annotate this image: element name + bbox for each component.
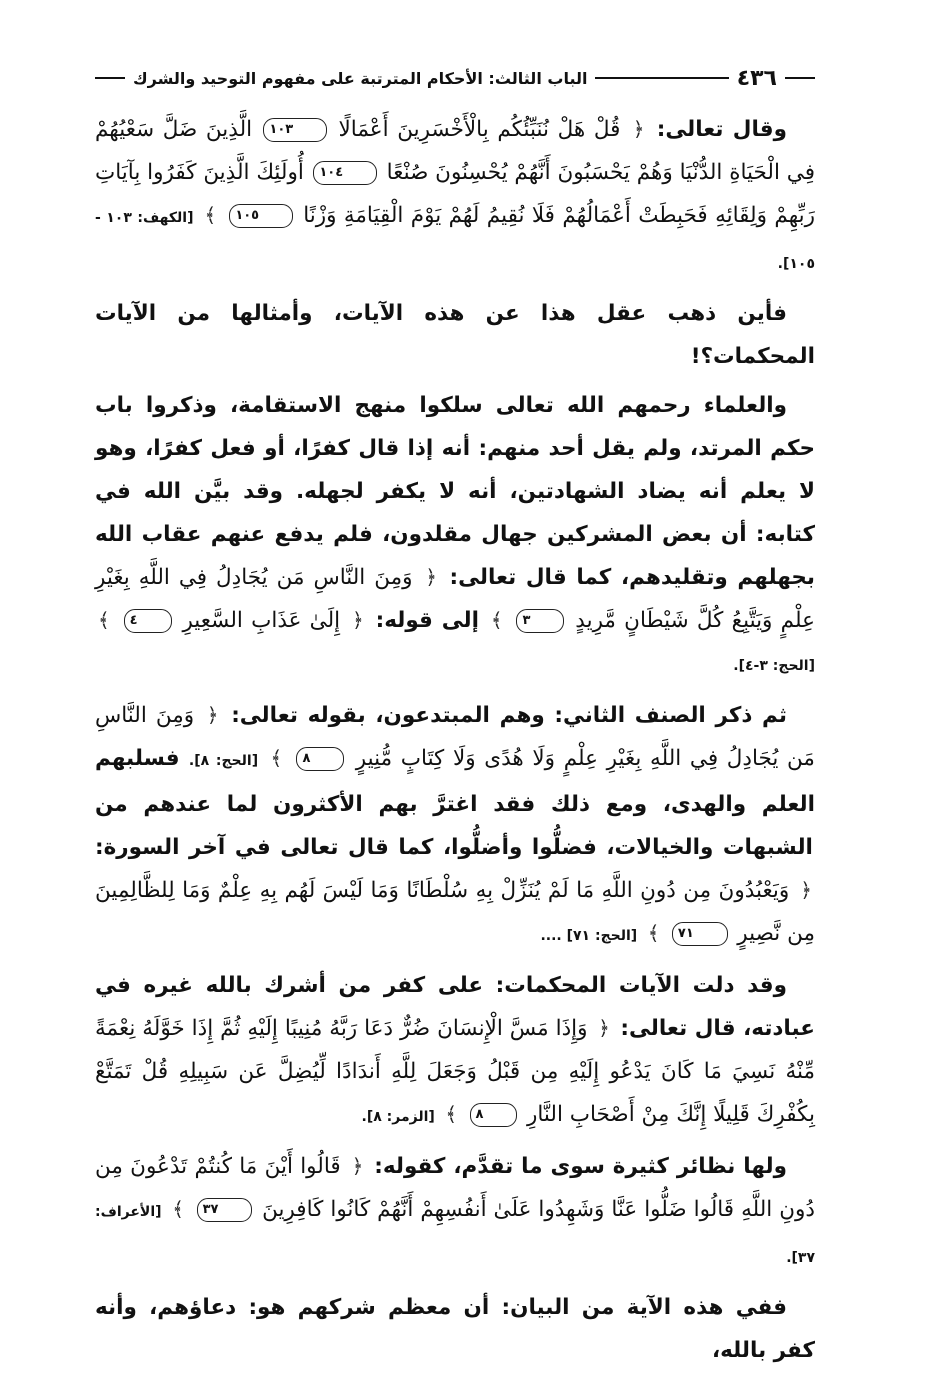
book-page	[95, 60, 815, 1363]
ayah-number-marker: ٤	[124, 609, 172, 633]
quran-verse: وَيَعْبُدُونَ مِن دُونِ اللَّهِ مَا لَمْ يُنَزِّلْ بِهِ سُلْطَانًا وَمَا لَيْسَ لَهُم بِهِ عِلْمٌ وَمَا لِلظَّالِمِينَ مِن نَّصِيرٍ	[95, 878, 815, 946]
quran-verse: قُلْ هَلْ نُنَبِّئُكُم بِالْأَخْسَرِينَ أَعْمَالًا	[338, 117, 621, 142]
chapter-title: الباب الثالث: الأحكام المترتبة على مفهوم التوحيد والشرك	[133, 68, 588, 88]
paragraph-text: ففي هذه الآية من البيان: أن معظم شركهم هو: دعاؤهم، وأنه كفر بالله،	[95, 1295, 815, 1363]
quran-open-bracket: ﴿	[206, 703, 219, 727]
paragraph-text: ثم ذكر الصنف الثاني: وهم المبتدعون، بقوله تعالى:	[221, 703, 787, 728]
ayah-number-marker: ٨	[296, 747, 344, 771]
quran-open-bracket: ﴿	[598, 1016, 610, 1040]
paragraph-text: ولها نظائر كثيرة سوى ما تقدَّم، كقوله:	[366, 1154, 787, 1179]
quran-verse: وَمِنَ النَّاسِ مَن يُجَادِلُ فِي اللَّهِ بِغَيْرِ عِلْمٍ وَلَا هُدًى وَلَا كِتَابٍ مُّنِيرٍ	[95, 703, 815, 771]
ayah-number-marker: ٣٧	[197, 1198, 253, 1222]
paragraph-1	[95, 108, 815, 286]
paragraph-text: وقد دلت الآيات المحكمات: على كفر من أشرك بالله غيره في عبادته، قال تعالى:	[95, 973, 815, 1041]
quran-close-bracket: ﴾	[647, 921, 660, 945]
paragraph-text: وقال تعالى:	[647, 117, 787, 142]
paragraph-text: إلى قوله:	[366, 608, 479, 633]
paragraph-text: فأين ذهب عقل هذا عن هذه الآيات، وأمثالها من الآيات المحكمات؟!	[95, 301, 815, 369]
paragraph-5	[95, 964, 815, 1139]
header-rule	[595, 77, 728, 79]
quran-verse: أُولَئِكَ الَّذِينَ كَفَرُوا بِآيَاتِ رَبِّهِمْ وَلِقَائِهِ فَحَبِطَتْ أَعْمَالُهُمْ فَلَا نُقِيمُ لَهُمْ يَوْمَ الْقِيَامَةِ وَزْنًا	[95, 160, 815, 228]
surah-reference: [الحج: ٣-٤].	[733, 658, 815, 674]
paragraph-7	[95, 1286, 815, 1372]
surah-reference: [الأعراف: ٣٧].	[95, 1204, 815, 1266]
quran-close-bracket: ﴾	[270, 746, 283, 770]
quran-close-bracket: ﴾	[490, 608, 503, 632]
quran-close-bracket: ﴾	[204, 203, 217, 227]
surah-reference: [الزمر: ٨].	[361, 1109, 435, 1125]
ayah-number-marker: ١٠٣	[263, 118, 327, 142]
quran-open-bracket: ﴿	[800, 878, 812, 902]
header-dash	[95, 77, 125, 79]
ayah-number-marker: ١٠٤	[313, 161, 377, 185]
quran-close-bracket: ﴾	[445, 1102, 458, 1126]
header-dash	[785, 77, 815, 79]
quran-close-bracket: ﴾	[98, 608, 110, 632]
quran-close-bracket: ﴾	[172, 1197, 184, 1221]
quran-verse: الَّذِينَ ضَلَّ سَعْيُهُمْ فِي الْحَيَاةِ الدُّنْيَا وَهُمْ يَحْسَبُونَ أَنَّهُمْ يُحْسِنُونَ صُنْعًا	[95, 117, 815, 185]
quran-verse: وَمِنَ النَّاسِ مَن يُجَادِلُ فِي اللَّهِ بِغَيْرِ عِلْمٍ وَيَتَّبِعُ كُلَّ شَيْطَانٍ مَّرِيدٍ	[95, 565, 815, 633]
surah-reference: [الكهف: ١٠٣ - ١٠٥].	[95, 210, 815, 272]
page-number: ٤٣٦	[736, 65, 777, 91]
surah-reference: [الحج: ٨].	[188, 753, 259, 769]
quran-verse: وَإِذَا مَسَّ الْإِنسَانَ ضُرٌّ دَعَا رَبَّهُ مُنِيبًا إِلَيْهِ ثُمَّ إِذَا خَوَّلَهُ نِعْمَةً مِّنْهُ نَسِيَ مَا كَانَ يَدْعُو إِلَيْهِ مِن قَبْلُ وَجَعَلَ لِلَّهِ أَندَادًا لِّيُضِلَّ عَن سَبِيلِهِ قُلْ تَمَتَّعْ بِكُفْرِكَ قَلِيلًا إِنَّكَ مِنْ أَصْحَابِ النَّارِ	[95, 1016, 815, 1127]
quran-open-bracket: ﴿	[352, 608, 364, 632]
running-header	[95, 60, 815, 96]
quran-open-bracket: ﴿	[425, 565, 437, 589]
surah-reference: [الحج: ٧١] ....	[540, 928, 638, 944]
paragraph-4	[95, 694, 815, 958]
quran-verse: إِلَىٰ عَذَابِ السَّعِيرِ	[182, 608, 341, 633]
ayah-number-marker: ٧١	[672, 922, 728, 946]
ayah-number-marker: ٣	[516, 609, 564, 633]
quran-verse: قَالُوا أَيْنَ مَا كُنتُمْ تَدْعُونَ مِن دُونِ اللَّهِ قَالُوا ضَلُّوا عَنَّا وَشَهِدُوا عَلَىٰ أَنفُسِهِمْ أَنَّهُمْ كَانُوا كَافِرِينَ	[95, 1154, 815, 1222]
page-body	[95, 108, 815, 1372]
quran-open-bracket: ﴿	[351, 1154, 364, 1178]
paragraph-text: فسلبهم العلم والهدى، ومع ذلك فقد اغترَّ بهم الأكثرون لما عندهم من الشبهات والخيالات، فضلُّوا وأضلُّوا، كما قال تعالى في آخر السورة:	[95, 746, 815, 860]
paragraph-3	[95, 384, 815, 688]
ayah-number-marker: ١٠٥	[229, 204, 293, 228]
paragraph-6	[95, 1145, 815, 1280]
paragraph-2	[95, 292, 815, 378]
quran-open-bracket: ﴿	[632, 117, 645, 141]
paragraph-text: والعلماء رحمهم الله تعالى سلكوا منهج الاستقامة، وذكروا باب حكم المرتد، ولم يقل أحد منهم: أنه إذا قال كفرًا، أو فعل كفرًا، وهو لا يعلم أنه يضاد الشهادتين، أنه لا يكفر لجهله. وقد بيَّن الله في كتابه: أن بعض المشركين جهال مقلدون، فلم يدفع عنهم عقاب الله بجهلهم وتقليدهم، كما قال تعالى:	[95, 393, 815, 590]
ayah-number-marker: ٨	[470, 1103, 518, 1127]
